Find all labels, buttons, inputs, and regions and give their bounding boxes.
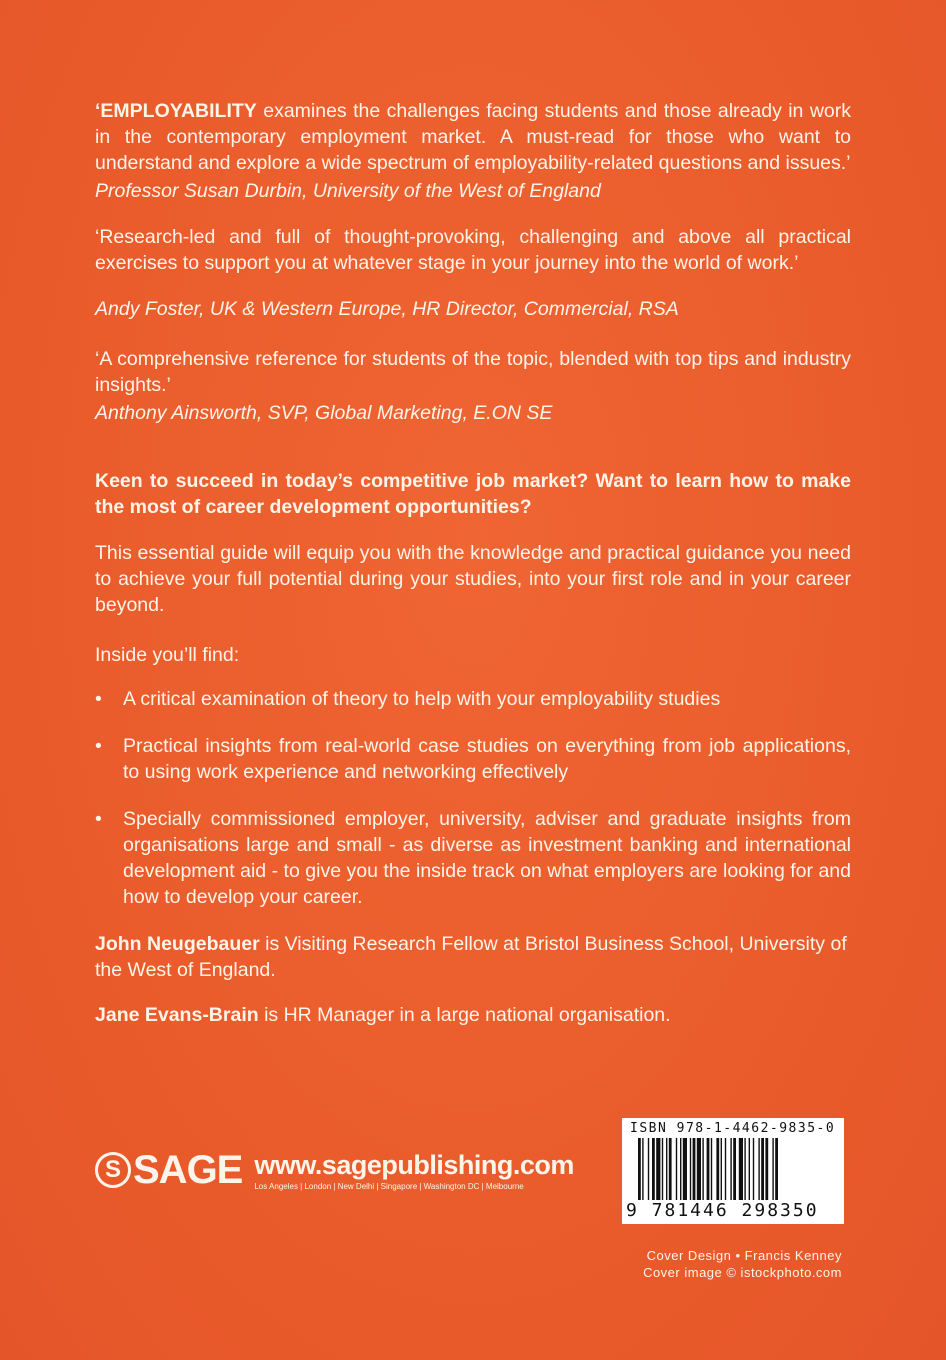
publisher-details — [254, 1150, 574, 1192]
barcode-bar — [753, 1138, 754, 1200]
barcode-bar — [676, 1138, 677, 1200]
list-item-text: Practical insights from real-world case studies on everything from job applications, to using work experience and networking effectively — [123, 735, 851, 783]
quote-1-author: Professor Susan Durbin, University of the West of England — [95, 180, 601, 202]
barcode-bar — [652, 1138, 655, 1200]
list-item-text: Specially commissioned employer, university, adviser and graduate insights from organisations large and small - as diverse as investment banking and international development aid - to give you the inside track on what employers are looking for and how to develop your career. — [123, 808, 851, 908]
bullet-icon: • — [95, 735, 102, 757]
quote-2: ‘Research-led and full of thought-provoking, challenging and above all practical exercises to support you at whatever stage in your journey into the world of work.’ — [95, 226, 851, 274]
barcode-bar — [680, 1138, 681, 1200]
barcode-bar — [772, 1138, 773, 1200]
list-item — [95, 806, 851, 910]
barcode-bar — [775, 1138, 778, 1200]
quote-3-author: Anthony Ainsworth, SVP, Global Marketing, E.ON SE — [95, 402, 553, 424]
barcode-bar — [666, 1138, 667, 1200]
bullet-icon: • — [95, 808, 102, 830]
barcode-bar — [697, 1138, 701, 1200]
barcode-bar — [707, 1138, 710, 1200]
feature-list — [95, 686, 851, 910]
publisher-url: www.sagepublishing.com — [254, 1150, 574, 1180]
bullet-icon: • — [95, 688, 102, 710]
sage-logo-icon: S — [95, 1152, 131, 1188]
author-1-text: is Visiting Research Fellow at Bristol Business School, University of the West of England. — [95, 933, 847, 981]
quote-1-text: examines the challenges facing students and those already in work in the contemporary employment market. A must-read for those who want to understand and explore a wide spectrum of employability-related questions and issues.’ — [95, 100, 851, 174]
barcode-bar — [711, 1138, 712, 1200]
sage-logo — [95, 1150, 242, 1190]
cover-image-credit: Cover image © istockphoto.com — [643, 1265, 842, 1280]
quote-1-lead: ‘EMPLOYABILITY — [95, 100, 257, 122]
barcode-bar — [656, 1138, 660, 1200]
publisher-block — [95, 1150, 574, 1192]
publisher-cities: Los Angeles | London | New Delhi | Singapore | Washington DC | Melbourne — [254, 1182, 524, 1191]
isbn-label: ISBN 978-1-4462-9835-0 — [630, 1121, 836, 1136]
list-item — [95, 733, 851, 785]
barcode-bar — [642, 1138, 643, 1200]
barcode — [622, 1118, 844, 1224]
barcode-bar — [683, 1138, 687, 1200]
barcode-bar — [733, 1138, 736, 1200]
author-1-name: John Neugebauer — [95, 933, 260, 955]
barcode-bar — [761, 1138, 764, 1200]
inside-label: Inside you’ll find: — [95, 644, 240, 666]
barcode-bar — [730, 1138, 731, 1200]
author-2-text: is HR Manager in a large national organisation. — [258, 1004, 671, 1026]
barcode-bar — [758, 1138, 759, 1200]
barcode-bar — [702, 1138, 703, 1200]
sage-logo-text: SAGE — [133, 1148, 243, 1192]
description: This essential guide will equip you with the knowledge and practical guidance you need to achieve your full potential during your studies, into your first role and in your career beyond. — [95, 542, 851, 616]
barcode-bar — [690, 1138, 691, 1200]
author-2-bio — [95, 1002, 851, 1028]
barcode-digits: 9 781446 298350 — [626, 1200, 819, 1221]
barcode-bar — [669, 1138, 672, 1200]
barcode-bar — [648, 1138, 649, 1200]
barcode-bar — [739, 1138, 743, 1200]
author-1-bio — [95, 931, 851, 983]
cover-design-credit: Cover Design • Francis Kenney — [646, 1248, 842, 1263]
cover-text — [95, 98, 851, 1028]
cover-credits — [643, 1247, 842, 1281]
barcode-bars-icon — [638, 1138, 838, 1200]
barcode-bar — [638, 1138, 641, 1200]
author-2-name: Jane Evans-Brain — [95, 1004, 259, 1026]
barcode-bar — [744, 1138, 745, 1200]
barcode-bar — [721, 1138, 722, 1200]
list-item-text: A critical examination of theory to help with your employability studies — [123, 688, 721, 710]
barcode-bar — [749, 1138, 750, 1200]
quote-1 — [95, 98, 851, 176]
barcode-bar — [662, 1138, 663, 1200]
barcode-bar — [716, 1138, 719, 1200]
barcode-bar — [693, 1138, 696, 1200]
barcode-bar — [725, 1138, 726, 1200]
intro-heading: Keen to succeed in today’s competitive job market? Want to learn how to make the most of career development opportunities? — [95, 470, 851, 518]
quote-3: ‘A comprehensive reference for students of the topic, blended with top tips and industry insights.’ — [95, 348, 851, 396]
barcode-bar — [765, 1138, 768, 1200]
list-item — [95, 686, 851, 712]
quote-2-author: Andy Foster, UK & Western Europe, HR Director, Commercial, RSA — [95, 298, 679, 320]
